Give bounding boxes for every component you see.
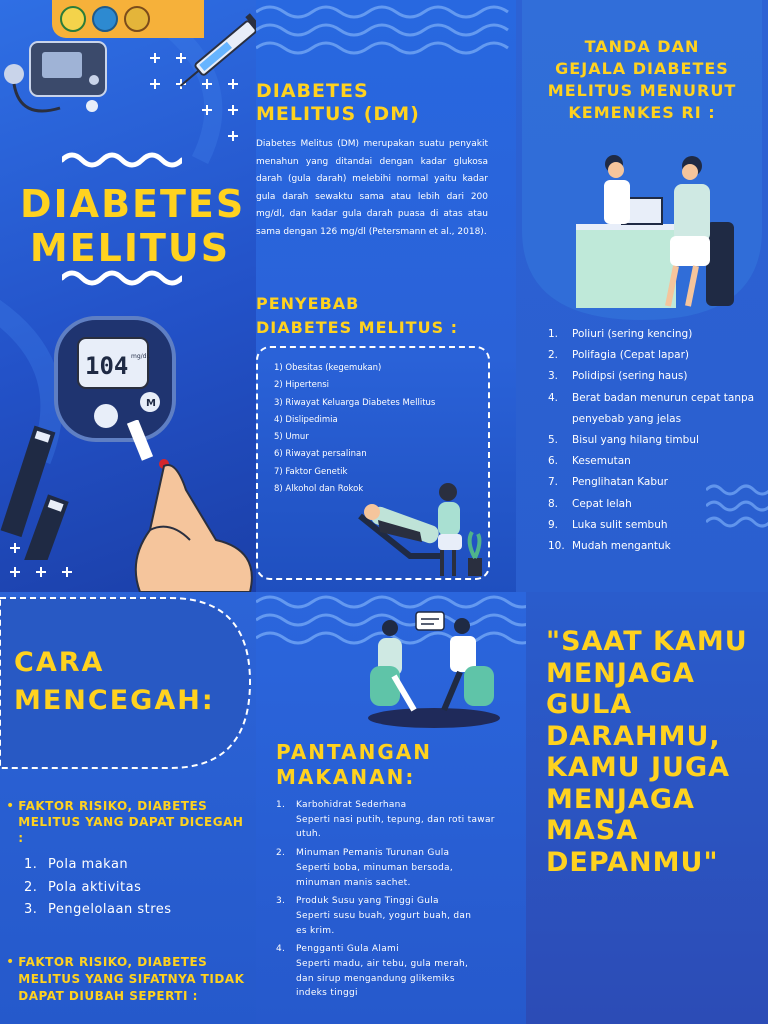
cause-title-line1: PENYEBAB bbox=[256, 294, 360, 313]
cause-item: 4) Dislipedimia bbox=[274, 414, 338, 425]
preventable-item bbox=[24, 899, 172, 922]
wave-decoration-top bbox=[62, 150, 182, 170]
food-restriction-detail: Seperti susu buah, yogurt buah, dan es krim. bbox=[296, 910, 472, 936]
test-strips-illustration bbox=[0, 420, 80, 560]
dm-title-line2: MELITUS (DM) bbox=[256, 103, 420, 125]
cause-item: 6) Riwayat persalinan bbox=[274, 449, 367, 460]
food-restriction-item bbox=[276, 894, 516, 938]
food-restriction-head: Produk Susu yang Tinggi Gula bbox=[296, 896, 439, 907]
symptom-number: 9. bbox=[548, 518, 559, 531]
symptom-number: 6. bbox=[548, 455, 559, 468]
food-restriction-item bbox=[276, 798, 516, 842]
food-restriction-item bbox=[276, 846, 516, 890]
risk-group-preventable bbox=[6, 798, 246, 846]
food-restriction-number: 3. bbox=[276, 896, 286, 907]
symptom-text: Bisul yang hilang timbul bbox=[572, 434, 699, 447]
prevention-title-line1: CARA bbox=[14, 647, 105, 678]
faculty-logo bbox=[92, 6, 118, 32]
symptom-text: Polifagia (Cepat lapar) bbox=[572, 349, 690, 362]
cause-item: 3) Riwayat Keluarga Diabetes Mellitus bbox=[274, 397, 436, 408]
symptom-number: 2. bbox=[548, 349, 559, 362]
symptoms-panel bbox=[516, 0, 768, 592]
preventable-text: Pola aktivitas bbox=[48, 879, 142, 895]
food-restriction-title-line2: MAKANAN: bbox=[276, 765, 416, 789]
symptoms-title-line4: KEMENKES RI : bbox=[568, 103, 716, 122]
risk-group-unchangeable bbox=[6, 954, 246, 1005]
symptoms-title-line1: TANDA DAN bbox=[584, 37, 700, 56]
symptom-number: 8. bbox=[548, 497, 559, 510]
food-restriction-number: 4. bbox=[276, 944, 286, 955]
food-restriction-panel bbox=[256, 592, 526, 1024]
university-logo bbox=[60, 6, 86, 32]
dm-title-line1: DIABETES bbox=[256, 80, 369, 102]
finger-test-illustration bbox=[120, 420, 256, 592]
food-restriction-number: 2. bbox=[276, 848, 286, 859]
cause-item: 5) Umur bbox=[274, 432, 309, 443]
motivational-quote: "SAAT KAMU MENJAGA GULA DARAHMU, KAMU JUGA MENJAGA MASA DEPANMU" bbox=[546, 626, 748, 878]
cause-title bbox=[256, 292, 458, 340]
preventable-text: Pengelolaan stres bbox=[48, 902, 172, 917]
bullet-icon: • bbox=[6, 798, 15, 814]
preventable-number: 3. bbox=[24, 902, 38, 917]
cause-item: 1) Obesitas (kegemukan) bbox=[274, 363, 382, 373]
symptoms-title-line2: GEJALA DIABETES bbox=[555, 59, 729, 78]
prevention-panel bbox=[0, 592, 256, 1024]
main-title bbox=[20, 182, 246, 270]
prevention-title-line2: MENCEGAH: bbox=[14, 685, 215, 716]
symptom-text: Cepat lelah bbox=[572, 497, 632, 510]
symptom-number: 1. bbox=[548, 328, 559, 340]
symptoms-title bbox=[516, 36, 768, 124]
conversation-illustration bbox=[364, 610, 504, 730]
food-restriction-detail: Seperti boba, minuman bersoda, minuman manis sachet. bbox=[296, 862, 454, 888]
food-restriction-head: Karbohidrat Sederhana bbox=[296, 800, 407, 810]
food-restriction-item bbox=[276, 942, 516, 1001]
symptom-item bbox=[548, 366, 760, 387]
glucometer-reading: 104 bbox=[85, 352, 129, 380]
consultation-illustration bbox=[350, 476, 490, 580]
symptom-item bbox=[548, 345, 760, 366]
preventable-number: 2. bbox=[24, 879, 38, 895]
preventable-item bbox=[24, 854, 172, 877]
symptom-text: Poliuri (sering kencing) bbox=[572, 328, 693, 340]
symptom-text: Polidipsi (sering haus) bbox=[572, 370, 688, 383]
food-restriction-detail: Seperti nasi putih, tepung, dan roti tawar utuh. bbox=[296, 814, 495, 840]
symptom-text: Berat badan menurun cepat tanpa penyebab yang jelas bbox=[572, 391, 755, 425]
symptom-number: 10. bbox=[548, 540, 565, 553]
main-title-line1: DIABETES bbox=[20, 182, 246, 226]
cause-item: 7) Faktor Genetik bbox=[274, 466, 348, 477]
definition-panel bbox=[256, 0, 516, 592]
food-restriction-list bbox=[276, 798, 516, 1001]
preventable-list bbox=[24, 854, 172, 922]
preventable-number: 1. bbox=[24, 857, 38, 872]
cover-panel bbox=[0, 0, 256, 592]
program-logo bbox=[124, 6, 150, 32]
risk-group-unchangeable-title: FAKTOR RISIKO, DIABETES MELITUS YANG SIFATNYA TIDAK DAPAT DIUBAH SEPERTI : bbox=[18, 955, 245, 1003]
dm-definition: Diabetes Melitus (DM) merupakan suatu penyakit menahun yang ditandai dengan kadar glukosa darah (gula darah) melebihi normal yaitu kadar gula darah sewaktu sama atau lebih dari 200 mg/dl, dan kadar gula darah puasa di atas atau sama dengan 126 mg/dl (Petersmann et al., 2018). bbox=[256, 139, 488, 237]
cause-title-line2: DIABETES MELITUS : bbox=[256, 318, 459, 337]
syringe-illustration bbox=[176, 0, 256, 130]
symptom-number: 4. bbox=[548, 391, 559, 404]
bullet-icon: • bbox=[6, 954, 15, 970]
waves-decoration bbox=[706, 460, 768, 540]
dm-title bbox=[256, 80, 420, 126]
preventable-item bbox=[24, 877, 172, 900]
doctor-desk-illustration bbox=[576, 150, 740, 314]
symptom-number: 3. bbox=[548, 370, 559, 383]
glucometer-button-label: M bbox=[146, 398, 156, 409]
prevention-title bbox=[14, 644, 215, 720]
waves-decoration bbox=[256, 0, 516, 80]
symptom-item bbox=[548, 388, 760, 430]
preventable-text: Pola makan bbox=[48, 857, 129, 872]
symptom-text: Penglihatan Kabur bbox=[572, 476, 668, 489]
glucometer-unit: mg/dL bbox=[131, 353, 150, 360]
food-restriction-number: 1. bbox=[276, 800, 286, 810]
food-restriction-head: Minuman Pemanis Turunan Gula bbox=[296, 848, 450, 859]
main-title-line2: MELITUS bbox=[29, 226, 231, 270]
symptom-number: 5. bbox=[548, 434, 559, 447]
food-restriction-head: Pengganti Gula Alami bbox=[296, 944, 399, 955]
wave-decoration-bottom bbox=[62, 268, 182, 288]
symptom-item bbox=[548, 324, 760, 345]
risk-group-preventable-title: FAKTOR RISIKO, DIABETES MELITUS YANG DAPAT DICEGAH : bbox=[18, 799, 244, 845]
symptoms-title-line3: MELITUS MENURUT bbox=[547, 81, 737, 100]
food-restriction-title-line1: PANTANGAN bbox=[276, 740, 432, 764]
symptom-text: Kesemutan bbox=[572, 455, 631, 468]
symptom-item bbox=[548, 430, 760, 451]
cause-box bbox=[256, 346, 490, 580]
food-restriction-title bbox=[276, 740, 432, 790]
cause-item: 8) Alkohol dan Rokok bbox=[274, 484, 364, 495]
symptom-text: Luka sulit sembuh bbox=[572, 518, 668, 531]
symptom-text: Mudah mengantuk bbox=[572, 540, 671, 553]
food-restriction-detail: Seperti madu, air tebu, gula merah, dan sirup mengandung glikemiks indeks tinggi bbox=[296, 959, 469, 999]
cause-item: 2) Hipertensi bbox=[274, 380, 330, 391]
blood-pressure-monitor-illustration bbox=[0, 30, 120, 130]
symptom-number: 7. bbox=[548, 476, 559, 489]
